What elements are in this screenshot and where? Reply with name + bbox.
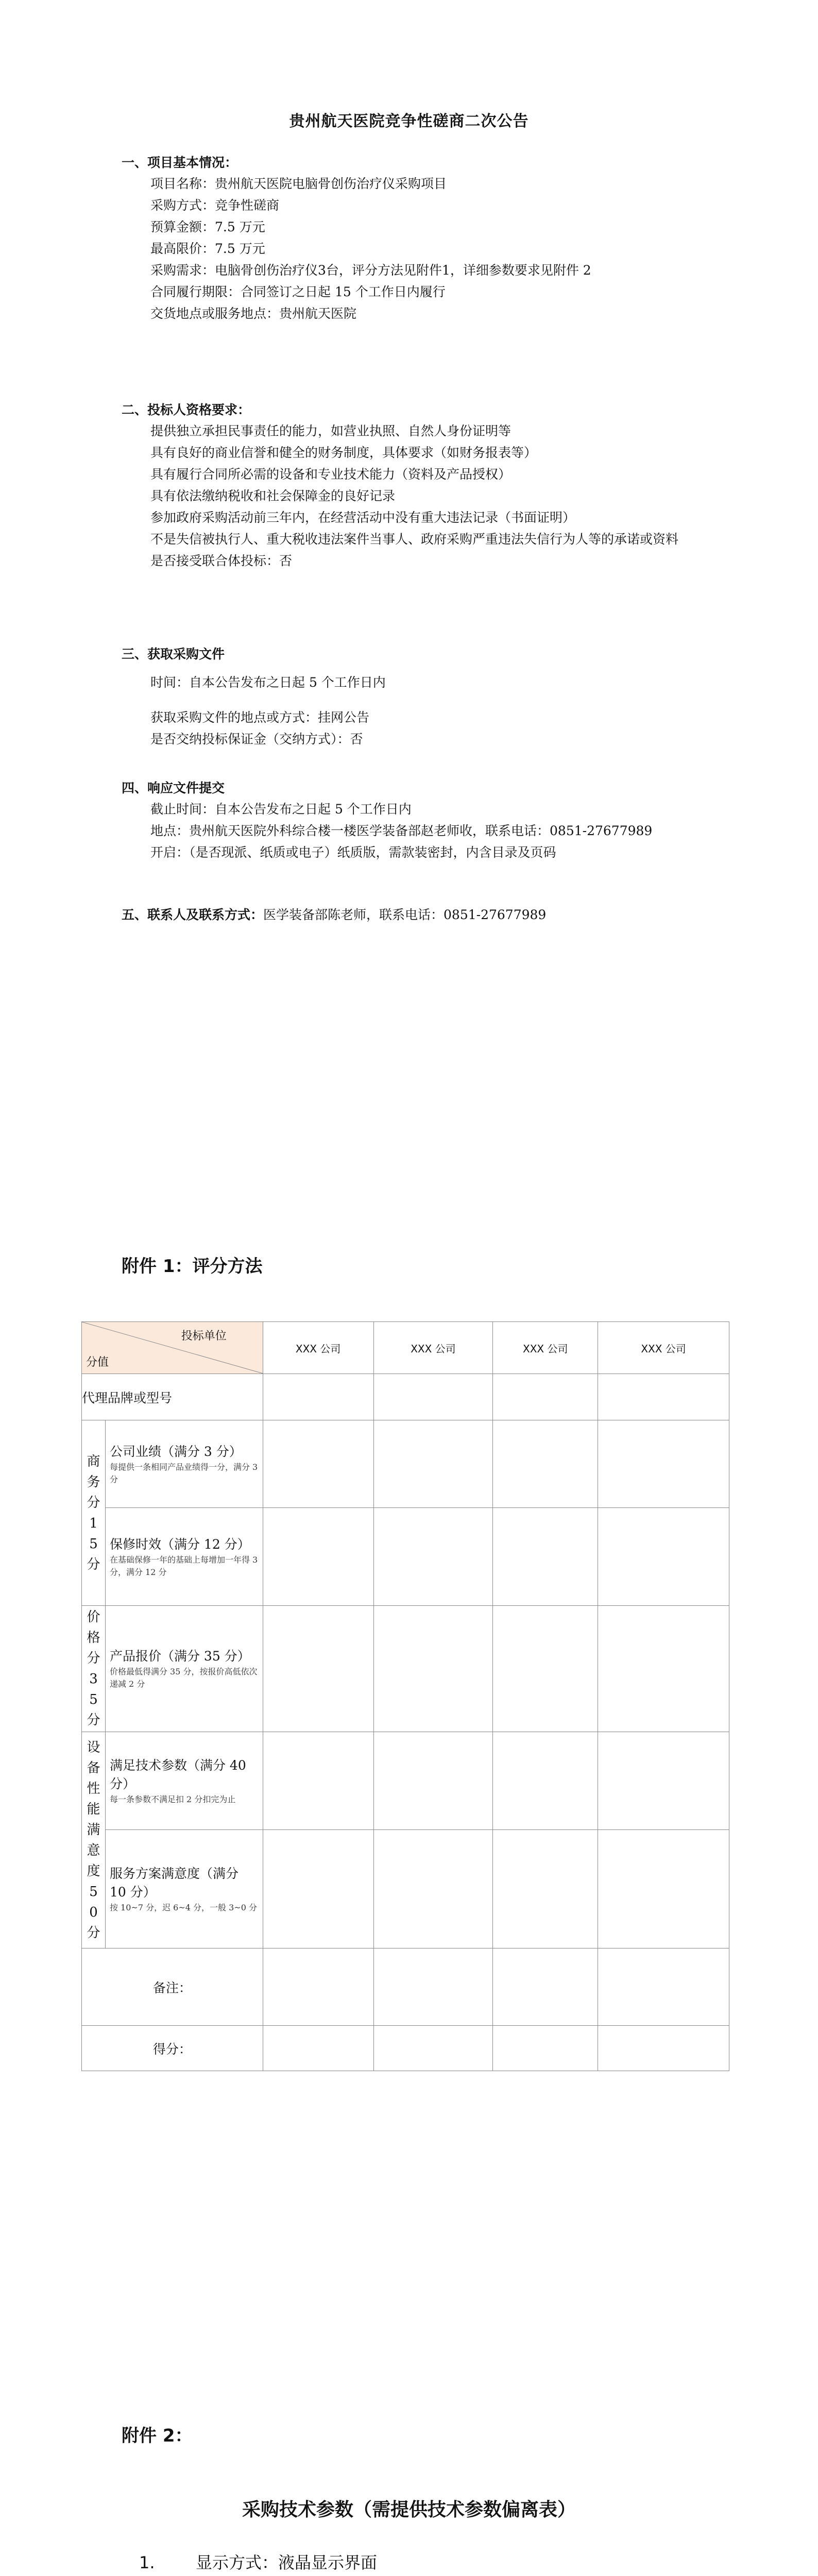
table-cell [598,1732,729,1830]
group-label-char: 务 [87,1474,100,1490]
group-label-char: 意 [87,1842,100,1858]
item-rule: 在基础保修一年的基础上每增加一年得 3 分，满分 12 分 [109,1554,258,1577]
company-header: XXX 公司 [373,1322,493,1374]
section-heading: 三、获取采购文件 [122,647,225,662]
info-line: 最高限价：7.5 万元 [150,241,265,256]
item-cell [105,1420,263,1508]
group-label-char: 0 [89,1904,98,1920]
table-cell [598,1420,729,1508]
table-cell [598,1830,729,1948]
info-line: 采购方式：竞争性磋商 [150,198,280,213]
info-line: 预算金额：7.5 万元 [150,219,265,234]
table-cell [598,1948,729,2026]
obtain-line: 获取采购文件的地点或方式：挂网公告 [150,710,370,725]
score-label: 得分： [82,2026,263,2071]
attachment-1-title: 附件 1：评分方法 [122,1256,263,1277]
group-label-char: 分 [87,1713,100,1728]
item-rule: 每一条参数不满足扣 2 分扣完为止 [109,1794,236,1804]
submission-line: 开启：（是否现派、纸质或电子）纸质版，需款装密封，内含目录及页码 [150,845,556,860]
group-label-char: 格 [87,1630,100,1646]
info-line: 项目名称：贵州航天医院电脑骨创伤治疗仪采购项目 [150,176,447,191]
section-contact [122,905,729,925]
table-cell [493,1374,598,1420]
table-cell [598,1374,729,1420]
item-text: 显示方式：液晶显示界面 [196,2553,378,2572]
item-rule: 价格最低得满分 35 分，按报价高低依次递减 2 分 [109,1667,258,1689]
qualification-line: 参加政府采购活动前三年内，在经营活动中没有重大违法记录（书面证明） [150,510,576,525]
section-project-info [122,152,729,325]
item-number: 1. [139,2553,155,2572]
table-cell [493,1420,598,1508]
section-obtain-docs [122,644,729,750]
section-heading: 一、项目基本情况： [122,155,238,170]
table-cell [263,1420,373,1508]
item-title: 满足技术参数（满分 40 分） [109,1757,246,1791]
table-cell [373,2026,493,2071]
qualification-line: 具有依法缴纳税收和社会保障金的良好记录 [150,488,396,503]
table-cell [263,1606,373,1732]
table-header-row [82,1322,729,1374]
table-cell [263,1374,373,1420]
qualification-line: 具有履行合同所必需的设备和专业技术能力（资料及产品授权） [150,467,512,482]
table-row [82,1508,729,1606]
item-rule: 按 10~7 分，迟 6~4 分，一般 3~0 分 [109,1902,257,1912]
group-label-char: 分 [87,1925,100,1941]
section-heading: 四、响应文件提交 [122,781,225,795]
item-rule: 每提供一条相同产品业绩得一分，满分 3 分 [109,1462,258,1484]
table-cell [493,1830,598,1948]
table-row [82,1420,729,1508]
group-label-char: 设 [87,1739,100,1755]
table-row [82,1606,729,1732]
item-title: 保修时效（满分 12 分） [109,1536,250,1552]
table-cell [373,1732,493,1830]
table-cell [373,1948,493,2026]
group-label-char: 满 [87,1822,100,1838]
table-row [82,1830,729,1948]
table-row [82,2026,729,2071]
brand-model-label: 代理品牌或型号 [82,1374,263,1420]
section-qualifications [122,400,729,572]
table-cell [373,1830,493,1948]
corner-top-label: 投标单位 [181,1330,227,1343]
group-label-char: 5 [89,1536,98,1552]
group-label-char: 分 [87,1651,100,1666]
group-label-text [82,1737,105,1943]
group-label-char: 能 [87,1801,100,1817]
company-header: XXX 公司 [263,1322,373,1374]
info-line: 采购需求：电脑骨创伤治疗仪3台，评分方法见附件1，详细参数要求见附件 2 [150,263,591,278]
obtain-line: 时间：自本公告发布之日起 5 个工作日内 [150,675,386,690]
table-cell [263,1830,373,1948]
parameters-list [139,2540,623,2576]
table-cell [598,1508,729,1606]
corner-diagonal-line [82,1322,263,1374]
scoring-table [81,1321,729,2071]
group-label-char: 5 [89,1692,98,1707]
table-cell [263,1508,373,1606]
table-cell [263,2026,373,2071]
attachment-2-title: 附件 2： [122,2426,193,2446]
table-cell [493,1948,598,2026]
group-label-char: 分 [87,1556,100,1572]
table-cell [373,1606,493,1732]
submission-line: 截止时间：自本公告发布之日起 5 个工作日内 [150,802,412,817]
info-line: 合同履行期限：合同签订之日起 15 个工作日内履行 [150,284,446,299]
obtain-line: 是否交纳投标保证金（交纳方式）：否 [150,732,363,747]
item-cell [105,1830,263,1948]
qualification-line: 具有良好的商业信誉和健全的财务制度，具体要求（如财务报表等） [150,445,537,460]
corner-bottom-label: 分值 [86,1356,109,1369]
table-row [82,1948,729,2026]
group-label-char: 分 [87,1495,100,1511]
table-cell [263,1948,373,2026]
parameters-title: 采购技术参数（需提供技术参数偏离表） [242,2499,576,2520]
group-label-char: 度 [87,1863,100,1879]
group-label-text [82,1451,105,1575]
section-heading: 二、投标人资格要求： [122,402,251,417]
table-cell [373,1420,493,1508]
company-header: XXX 公司 [598,1322,729,1374]
section-submission [122,778,729,863]
table-cell [373,1508,493,1606]
company-header: XXX 公司 [493,1322,598,1374]
section-heading: 五、联系人及联系方式： [122,907,264,922]
group-label-char: 性 [87,1781,100,1797]
page-title: 贵州航天医院竞争性磋商二次公告 [289,112,529,130]
table-row [82,1374,729,1420]
item-title: 公司业绩（满分 3 分） [109,1444,242,1459]
corner-cell [82,1322,263,1374]
table-cell [493,1606,598,1732]
item-cell [105,1508,263,1606]
table-cell [373,1374,493,1420]
group-label-char: 商 [87,1453,100,1469]
group-label-business [82,1420,106,1606]
table-row [82,1732,729,1830]
group-label-price [82,1606,106,1732]
item-cell [105,1606,263,1732]
qualification-line: 提供独立承担民事责任的能力，如营业执照、自然人身份证明等 [150,423,512,438]
table-cell [263,1732,373,1830]
info-line: 交货地点或服务地点：贵州航天医院 [150,306,357,321]
contact-text: 医学装备部陈老师，联系电话：0851-27677989 [263,907,547,922]
item-title: 产品报价（满分 35 分） [109,1649,250,1664]
group-label-char: 1 [89,1515,98,1531]
table-cell [493,1732,598,1830]
table-cell [493,2026,598,2071]
list-item [139,2540,623,2576]
table-cell [493,1508,598,1606]
remark-label: 备注： [82,1948,263,2026]
submission-line: 地点：贵州航天医院外科综合楼一楼医学装备部赵老师收，联系电话：0851-27677989 [150,823,653,838]
table-cell [598,2026,729,2071]
table-cell [598,1606,729,1732]
group-label-char: 3 [89,1671,98,1687]
item-cell [105,1732,263,1830]
group-label-char: 5 [89,1884,98,1900]
item-title: 服务方案满意度（满分 10 分） [109,1866,238,1900]
group-label-char: 价 [87,1609,100,1625]
qualification-line: 不是失信被执行人、重大税收违法案件当事人、政府采购严重违法失信行为人等的承诺或资料 [150,532,679,547]
qualification-line: 是否接受联合体投标：否 [150,553,293,568]
group-label-char: 备 [87,1760,100,1776]
group-label-performance [82,1732,106,1948]
group-label-text [82,1607,105,1731]
